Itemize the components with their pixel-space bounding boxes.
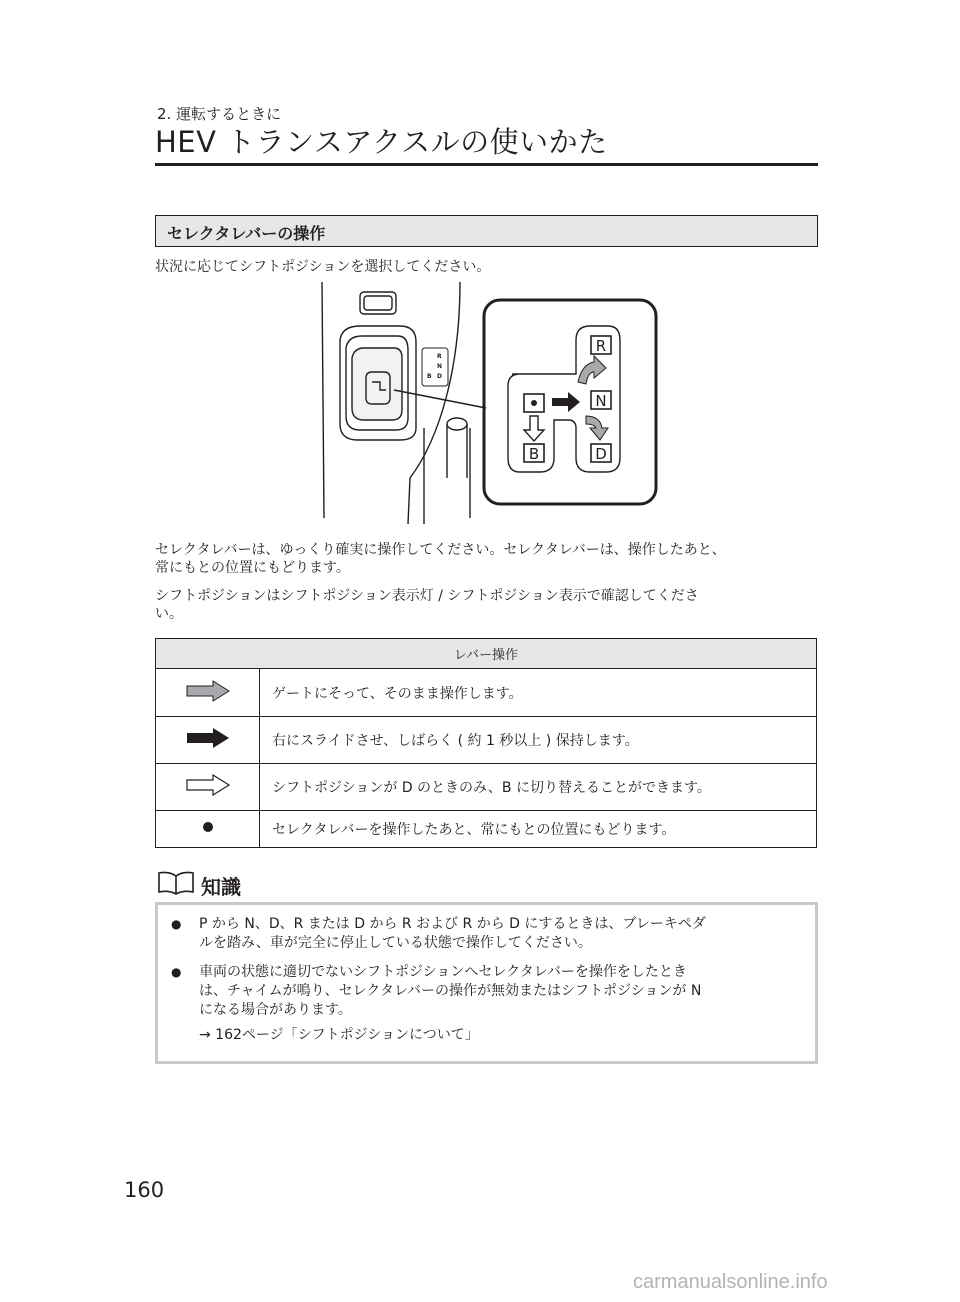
table-row <box>156 811 817 848</box>
page-title: HEV トランスアクスルの使いかた <box>155 125 608 159</box>
lever-operation-table <box>155 638 817 848</box>
table-row <box>156 764 817 811</box>
knowledge-item-1-line-2: ルを踏み、車が完全に停止している状態で操作してください。 <box>199 935 592 951</box>
svg-text:B: B <box>427 373 432 380</box>
page-number: 160 <box>124 1178 165 1202</box>
description-cell: 右にスライドさせ、しばらく ( 約 1 秒以上 ) 保持します。 <box>260 717 817 764</box>
knowledge-item-2-line-2: は、チャイムが鳴り、セレクタレバーの操作が無効またはシフトポジションが N <box>199 983 702 999</box>
gray-arrow-right-icon <box>185 680 231 702</box>
description-cell: ゲートにそって、そのまま操作します。 <box>260 669 817 717</box>
intro-text: 状況に応じてシフトポジションを選択してください。 <box>155 259 491 275</box>
svg-text:R: R <box>437 353 442 360</box>
table-row <box>156 669 817 717</box>
knowledge-item-2-line-3: になる場合があります。 <box>199 1002 352 1018</box>
body-paragraph-line-4: い。 <box>155 606 183 622</box>
dot-icon <box>201 820 215 834</box>
book-icon <box>155 870 197 896</box>
symbol-cell <box>156 669 260 717</box>
knowledge-title: 知識 <box>201 875 241 899</box>
symbol-cell <box>156 764 260 811</box>
page-reference-link[interactable]: → 162ページ「シフトポジションについて」 <box>199 1027 479 1043</box>
body-paragraph-line-3: シフトポジションはシフトポジション表示灯 / シフトポジション表示で確認してくださ <box>155 588 699 604</box>
description-cell: セレクタレバーを操作したあと、常にもとの位置にもどります。 <box>260 811 817 848</box>
black-arrow-right-icon <box>185 727 231 749</box>
symbol-cell <box>156 717 260 764</box>
knowledge-item-2-line-1: 車両の状態に適切でないシフトポジションへセレクタレバーを操作をしたとき <box>199 964 687 980</box>
table-header: レバー操作 <box>156 639 817 669</box>
gate-label-d: D <box>595 445 607 463</box>
body-paragraph-line-2: 常にもとの位置にもどります。 <box>155 560 350 576</box>
gate-label-n: N <box>595 392 607 410</box>
outline-arrow-right-icon <box>185 774 231 796</box>
gate-label-r: R <box>595 337 607 355</box>
symbol-cell <box>156 811 260 848</box>
knowledge-item-1-line-1: P から N、D、R または D から R および R から D にするときは、ブレーキペダ <box>199 916 706 932</box>
bullet-icon: ● <box>171 917 182 931</box>
bullet-icon: ● <box>171 965 182 979</box>
svg-text:N: N <box>437 363 443 370</box>
section-number: 2. 運転するときに <box>157 105 282 123</box>
shift-lever-illustration <box>300 278 662 524</box>
description-cell: シフトポジションが D のときのみ、B に切り替えることができます。 <box>260 764 817 811</box>
table-row <box>156 717 817 764</box>
body-paragraph-line-1: セレクタレバーは、ゆっくり確実に操作してください。セレクタレバーは、操作したあと、 <box>155 542 726 558</box>
title-rule <box>155 163 818 166</box>
svg-text:D: D <box>437 373 442 380</box>
gate-label-b: B <box>528 445 540 463</box>
operation-heading: セレクタレバーの操作 <box>167 224 326 243</box>
watermark: carmanualsonline.info <box>633 1271 828 1293</box>
